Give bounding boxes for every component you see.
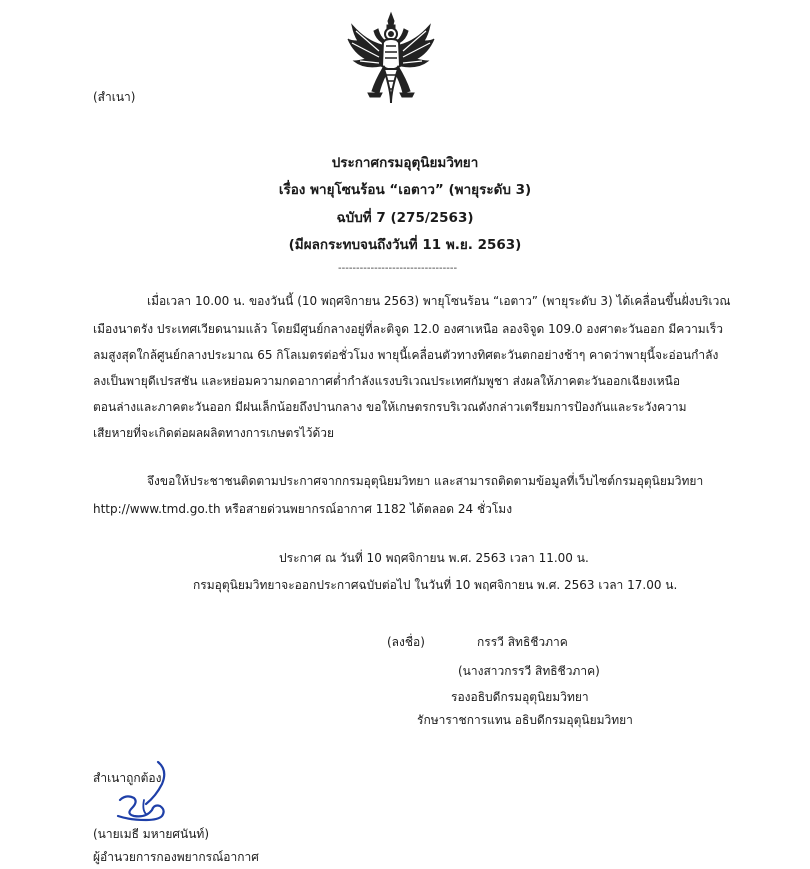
separator-rule: --------------------------------- <box>338 263 458 274</box>
handwritten-signature <box>116 760 176 822</box>
certifier-name: (นายเมธี มหายศนันท์) <box>93 827 210 841</box>
paragraph-line: เสียหายที่จะเกิดต่อผลผลิตทางการเกษตรไว้ด้วย <box>93 426 335 440</box>
signer-acting-position: รักษาราชการแทน อธิบดีกรมอุตุนิยมวิทยา <box>417 713 633 727</box>
document-subject: เรื่อง พายุโซนร้อน “เอตาว” (พายุระดับ 3) <box>278 182 532 198</box>
paragraph-line: ลงเป็นพายุดีเปรสชัน และหย่อมความกดอากาศต่ำกำลังแรงบริเวณประเทศกัมพูชา ส่งผลให้ภาคตะวันออกเฉียงเหนือ <box>93 374 681 388</box>
document-title: ประกาศกรมอุตุนิยมวิทยา <box>331 155 479 171</box>
certifier-position: ผู้อำนวยการกองพยากรณ์อากาศ <box>93 850 259 864</box>
paragraph-line: เมืองนาตรัง ประเทศเวียดนามแล้ว โดยมีศูนย์กลางอยู่ที่ละติจูด 12.0 องศาเหนือ ลองจิจูด 109.0 องศาตะวันออก มีความเร็ว <box>93 322 724 336</box>
copy-label: (สำเนา) <box>93 90 136 104</box>
paragraph-line: ลมสูงสุดใกล้ศูนย์กลางประมาณ 65 กิโลเมตรต่อชั่วโมง พายุนี้เคลื่อนตัวทางทิศตะวันตกอย่างช้าๆ คาดว่าพายุนี้จะอ่อนกำลัง <box>93 348 719 362</box>
signature-label: (ลงชื่อ) <box>387 635 425 649</box>
issue-number: ฉบับที่ 7 (275/2563) <box>336 210 474 226</box>
paragraph-line: ตอนล่างและภาคตะวันออก มีฝนเล็กน้อยถึงปานกลาง ขอให้เกษตรกรบริเวณดังกล่าวเตรียมการป้องกันและระวังความ <box>93 400 687 414</box>
certified-copy-label: สำเนาถูกต้อง <box>93 771 162 785</box>
paragraph-line: http://www.tmd.go.th หรือสายด่วนพยากรณ์อากาศ 1182 ได้ตลอด 24 ชั่วโมง <box>93 502 513 516</box>
effective-period: (มีผลกระทบจนถึงวันที่ 11 พ.ย. 2563) <box>288 237 522 253</box>
signer-name: กรรวี สิทธิชีวภาค <box>477 635 568 649</box>
paragraph-line: เมื่อเวลา 10.00 น. ของวันนี้ (10 พฤศจิกายน 2563) พายุโซนร้อน “เอตาว” (พายุระดับ 3) ได้เคลื่อนขึ้นฝั่งบริเวณ <box>147 294 731 308</box>
announce-date-line: ประกาศ ณ วันที่ 10 พฤศจิกายน พ.ศ. 2563 เวลา 11.00 น. <box>279 551 589 565</box>
signer-full-name: (นางสาวกรรวี สิทธิชีวภาค) <box>458 664 600 678</box>
next-issue-line: กรมอุตุนิยมวิทยาจะออกประกาศฉบับต่อไป ในวันที่ 10 พฤศจิกายน พ.ศ. 2563 เวลา 17.00 น. <box>193 578 678 592</box>
garuda-emblem-icon <box>346 11 436 106</box>
paragraph-line: จึงขอให้ประชาชนติดตามประกาศจากกรมอุตุนิยมวิทยา และสามารถติดตามข้อมูลที่เว็บไซต์กรมอุตุนิยมวิทยา <box>147 474 704 488</box>
signer-position: รองอธิบดีกรมอุตุนิยมวิทยา <box>451 690 589 704</box>
